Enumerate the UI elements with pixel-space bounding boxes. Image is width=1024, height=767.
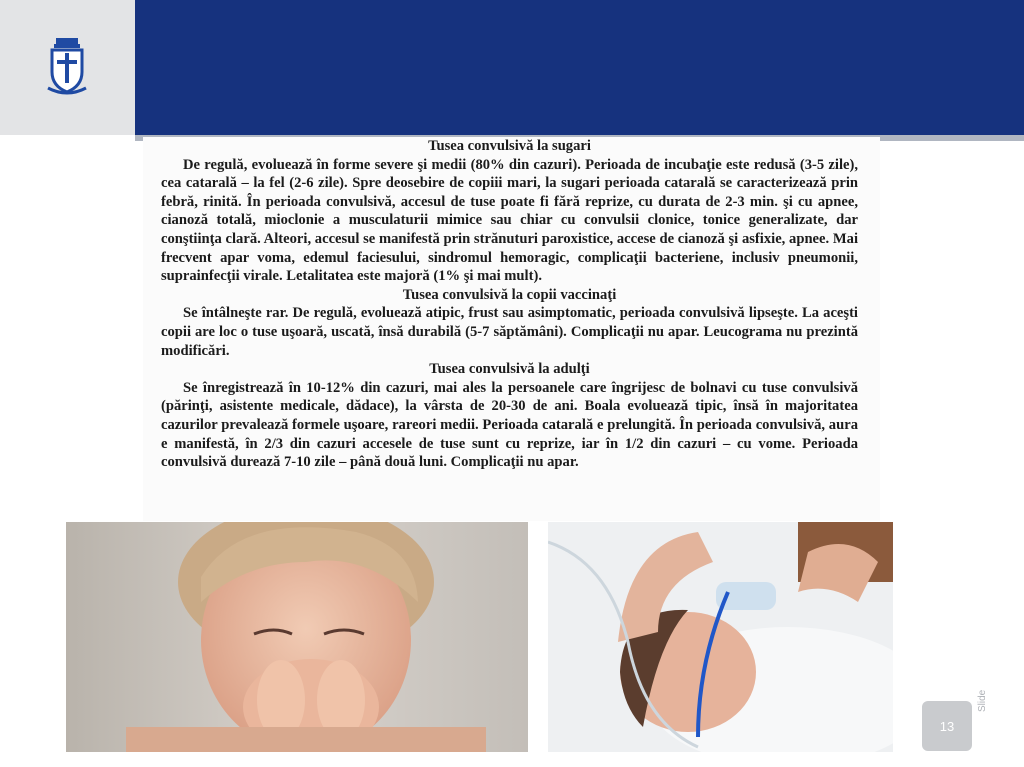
- slide-label: Slide: [977, 689, 988, 712]
- infant-illustration: [548, 522, 893, 752]
- section-heading: Tusea convulsivă la copii vaccinaţi: [402, 286, 617, 303]
- infant-nebulizer-photo: [548, 522, 893, 752]
- section-paragraph: Se întâlneşte rar. De regulă, evoluează atipic, frust sau asimptomatic, perioada convulsivă lipseşte. La aceşti copii are loc o tuse uşoară, uscată, însă durabilă (5-7 săptămâni). Complicaţii nu apar. Leucograma nu prezintă modificări.: [161, 305, 858, 359]
- university-crest-icon: [46, 36, 88, 98]
- section-paragraph: De regulă, evoluează în forme severe şi medii (80% din cazuri). Perioada de incubaţie este redusă (3-5 zile), cea catarală – la fel (2-6 zile). Spre deosebire de copiii mari, la sugari perioada catarală se caracterizează prin febră, rinită. În perioada convulsivă, accesul de tuse poate fi fără reprize, cu durata de 2-3 min. şi cu apnee, cianoză totală, mioclonie a musculaturii mimice sau chiar cu convulsii clonice, tonice generalizate, dar conştiinţa clară. Alteori, accesul se manifestă prin strănuturi paroxistice, accese de cianoză şi asfixie, apnee. Mai frecvent apar voma, edemul faciesului, sindromul hemoragic, complicaţii bacteriene, inclusiv pneumonii, suprainfecţii virale. Letalitatea este majoră (1% şi mai mult).: [161, 156, 858, 285]
- section-heading: Tusea convulsivă la sugari: [428, 138, 591, 154]
- section-heading: Tusea convulsivă la adulţi: [429, 361, 590, 378]
- scanned-text-block: [143, 137, 880, 521]
- toddler-illustration: [66, 522, 528, 752]
- page-number-badge: 13: [922, 701, 972, 751]
- logo-panel: [0, 0, 135, 135]
- section-paragraph: Se înregistrează în 10-12% din cazuri, mai ales la persoanele care îngrijesc de bolnavi cu tuse convulsivă (părinţi, asistente medicale, dădace), la vârsta de 20-30 de ani. Boala evoluează tipic, însă în majoritatea cazurilor prevalează formele uşoare, rareori medii. Perioada catarală e prelungită. În perioada convulsivă, aura e manifestă, în 2/3 din cazuri accesele de tuse sunt cu reprize, iar în 1/2 din cazuri – cu vome. Perioada convulsivă durează 7-10 zile – până două luni. Complicaţii nu apar.: [161, 379, 858, 471]
- title-banner: [135, 0, 1024, 135]
- crying-toddler-photo: [66, 522, 528, 752]
